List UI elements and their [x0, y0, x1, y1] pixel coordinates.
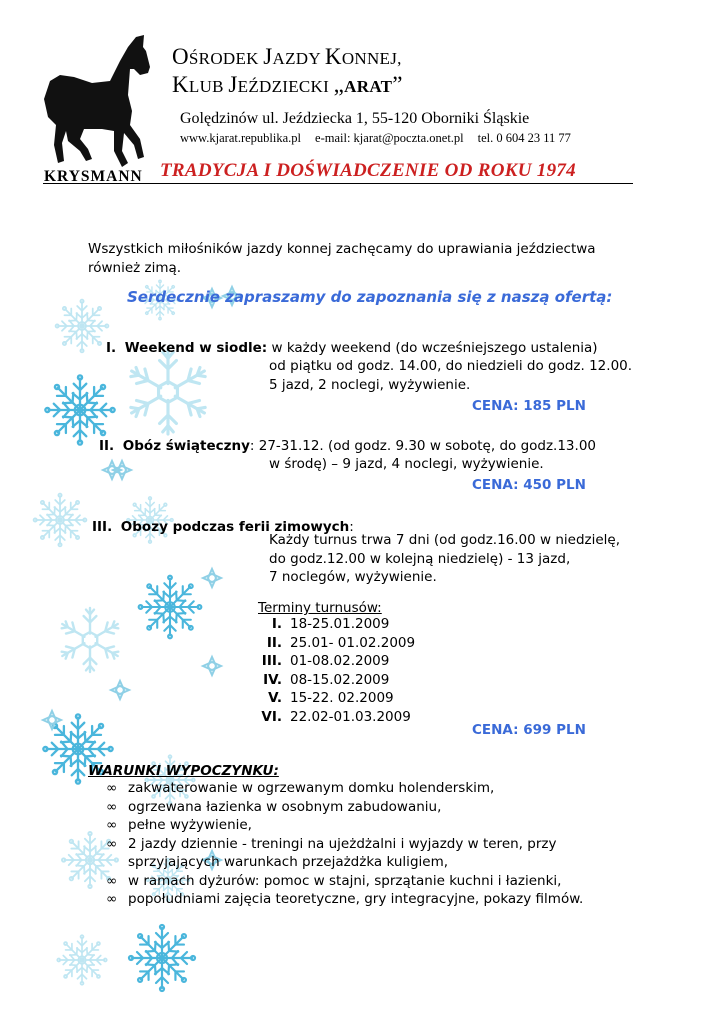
list-item: III. 01-08.02.2009: [261, 653, 390, 669]
infinity-bullet-icon: ∞: [106, 891, 118, 907]
offer-1-title: Weekend w siodle:: [124, 340, 268, 356]
list-item: ∞ popołudniami zajęcia teoretyczne, gry integracyjne, pokazy filmów.: [106, 891, 584, 907]
brand-name: KRYSMANN: [44, 168, 143, 185]
list-item: ∞ pełne wyżywienie,: [106, 817, 252, 833]
infinity-bullet-icon: ∞: [106, 835, 118, 852]
terms-list: [254, 615, 415, 726]
infinity-bullet-icon: ∞: [106, 780, 118, 796]
header-contact: [180, 131, 585, 146]
offer-2-first: II. Obóz świąteczny: 27-31.12. (od godz. 9.30 w sobotę, do godz.13.00: [99, 438, 596, 454]
list-item: ∞ 2 jazdy dziennie - treningi na ujeżdżalni i wyjazdy w teren, przy: [106, 835, 557, 852]
infinity-bullet-icon: ∞: [106, 817, 118, 833]
list-item-continuation: sprzyjających warunkach przejażdżka kuligiem,: [128, 854, 449, 870]
list-item: I. 18-25.01.2009: [271, 616, 390, 632]
infinity-bullet-icon: ∞: [106, 872, 118, 889]
email-link[interactable]: e-mail: kjarat@poczta.onet.pl: [315, 131, 464, 145]
list-item: ∞ ogrzewana łazienka w osobnym zabudowaniu,: [106, 798, 442, 815]
header-title-line1: OŚRODEK JAZDY KONNEJ,: [172, 44, 402, 69]
offer-2-price: CENA: 450 PLN: [472, 477, 586, 493]
list-item: VI. 22.02-01.03.2009: [261, 708, 411, 725]
list-item: IV. 08-15.02.2009: [263, 671, 390, 688]
offer-3-price: CENA: 699 PLN: [472, 722, 586, 738]
horse-logo: [40, 33, 152, 173]
offer-1-price: CENA: 185 PLN: [472, 398, 586, 414]
offer-1-details: od piątku od godz. 14.00, do niedzieli do godz. 12.00. 5 jazd, 2 noclegi, wyżywienie.: [269, 358, 633, 393]
infinity-bullet-icon: ∞: [106, 798, 118, 815]
phone-number: tel. 0 604 23 11 77: [477, 131, 571, 145]
list-item: II. 25.01- 01.02.2009: [266, 634, 416, 651]
website-link[interactable]: www.kjarat.republika.pl: [180, 131, 302, 145]
intro-text: Wszystkich miłośników jazdy konnej zachęcamy do uprawiania jeździectwa również zimą.: [88, 241, 596, 276]
offer-3-details: Każdy turnus trwa 7 dni (od godz.16.00 w niedzielę, do godz.12.00 w kolejną niedzielę) - 13 jazd, 7 noclegów, wyżywienie.: [269, 532, 621, 585]
offer-2-details: w środę) – 9 jazd, 4 noclegi, wyżywienie.: [269, 456, 544, 472]
header-title-line2: KLUB JEŹDZIECKI „ARAT”: [172, 72, 403, 97]
conditions-title: WARUNKI WYPOCZYNKU:: [88, 763, 279, 779]
list-item: V. 15-22. 02.2009: [268, 690, 394, 706]
header-divider: [43, 183, 633, 184]
terms-title: Terminy turnusów:: [258, 600, 382, 616]
offer-1-first: I. Weekend w siodle: w każdy weekend (do wcześniejszego ustalenia): [106, 340, 598, 356]
offer-2-title: Obóz świąteczny: [122, 438, 250, 454]
motto: TRADYCJA I DOŚWIADCZENIE OD ROKU 1974: [160, 160, 576, 181]
conditions-list: [106, 779, 583, 909]
list-item: ∞ w ramach dyżurów: pomoc w stajni, sprzątanie kuchni i łazienki,: [106, 872, 562, 889]
header-address: Golędzinów ul. Jeździecka 1, 55-120 Oborniki Śląskie: [180, 110, 530, 127]
offer-3-title: Obozy podczas ferii zimowych: [120, 519, 350, 535]
list-item: ∞ zakwaterowanie w ogrzewanym domku holenderskim,: [106, 780, 495, 796]
offer-3-first: III. Obozy podczas ferii zimowych:: [92, 519, 354, 535]
invite-heading: Serdecznie zapraszamy do zapoznania się z naszą ofertą:: [127, 288, 613, 306]
